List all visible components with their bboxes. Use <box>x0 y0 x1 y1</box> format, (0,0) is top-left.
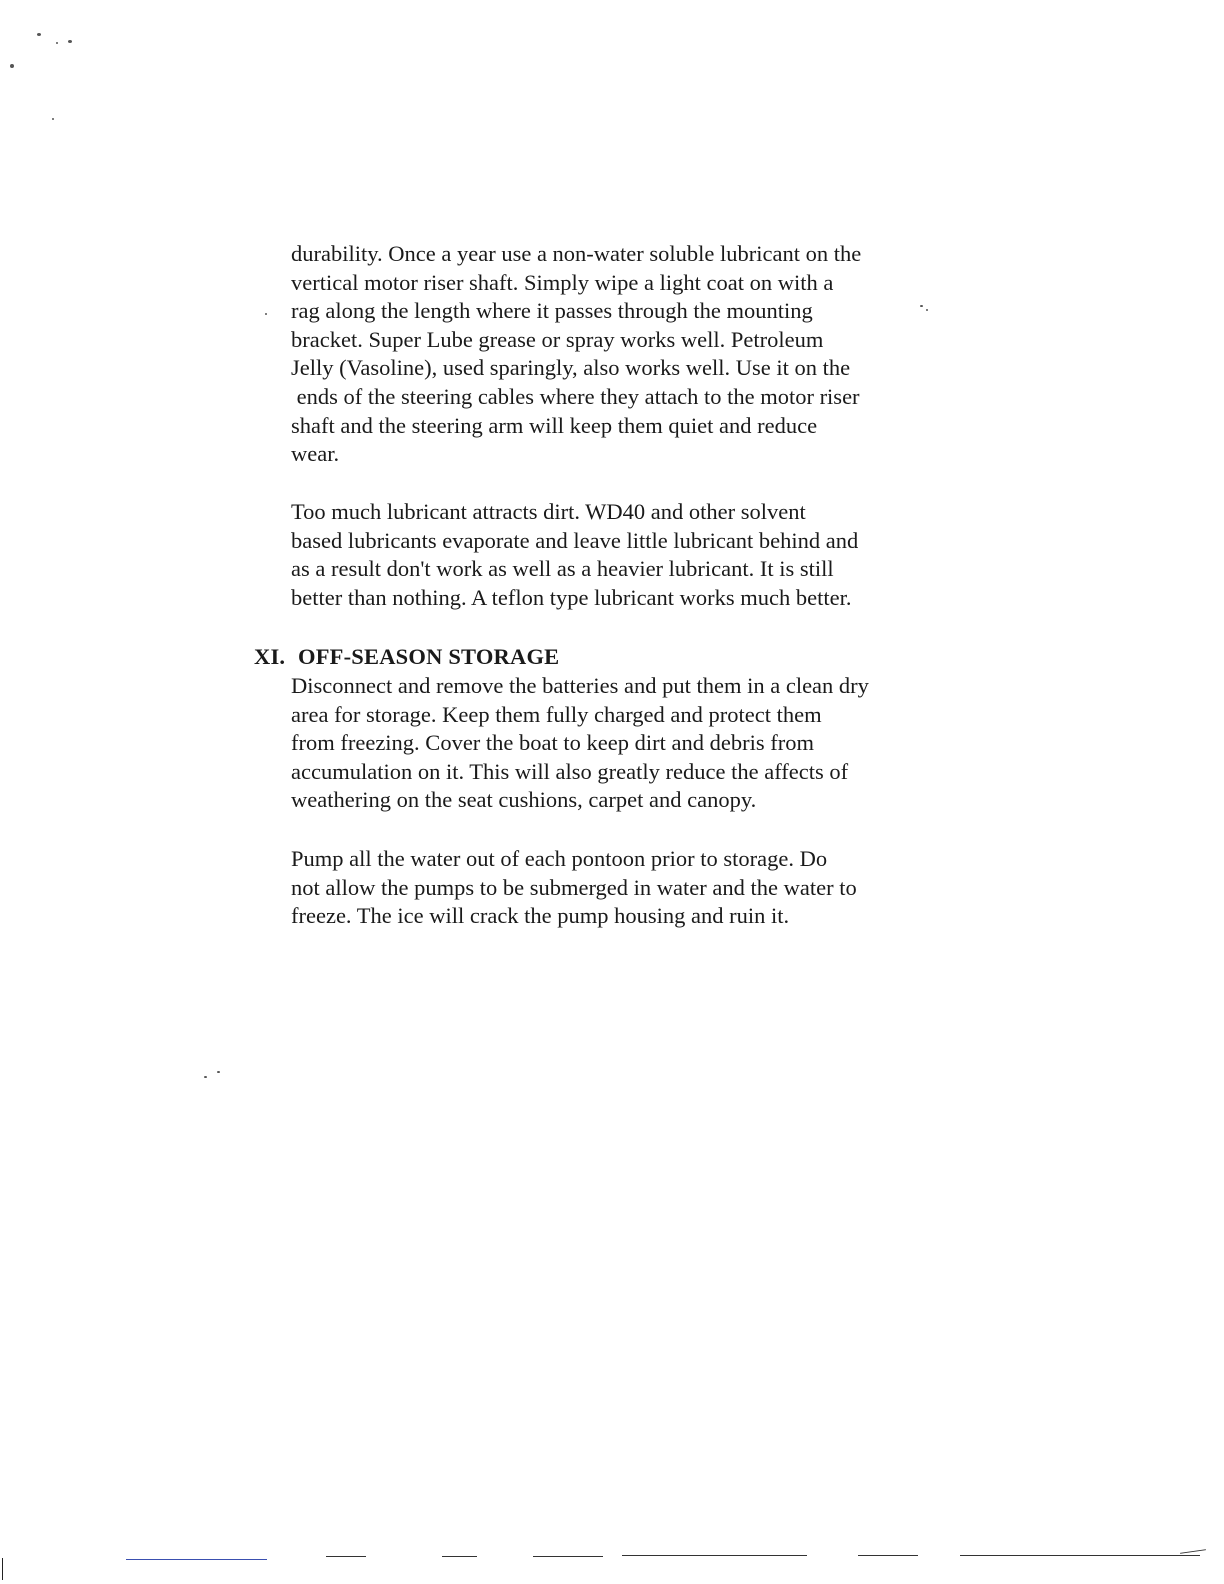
bottom-rule-segment <box>622 1555 807 1556</box>
text-line: wear. <box>291 441 340 467</box>
bottom-rule-segment <box>326 1556 366 1557</box>
text-line: Jelly (Vasoline), used sparingly, also works well. Use it on the <box>291 355 851 381</box>
bottom-rule-segment <box>858 1555 918 1556</box>
paragraph-pontoon-pump <box>291 845 857 931</box>
text-line: Too much lubricant attracts dirt. WD40 and other solvent <box>291 499 806 524</box>
scan-speck <box>265 313 267 315</box>
text-line: based lubricants evaporate and leave little lubricant behind and <box>291 527 859 553</box>
scan-speck <box>56 42 58 44</box>
scan-speck <box>10 64 14 68</box>
text-line: Disconnect and remove the batteries and put them in a clean dry <box>291 673 869 698</box>
paragraph-lubricant-dirt <box>291 498 858 612</box>
text-line: as a result don't work as well as a heavier lubricant. It is still <box>291 556 834 582</box>
text-line: shaft and the steering arm will keep them quiet and reduce <box>291 412 818 438</box>
scan-speck <box>37 33 41 36</box>
scan-speck <box>68 40 72 43</box>
text-line: accumulation on it. This will also greatly reduce the affects of <box>291 758 849 784</box>
section-number: XI. <box>254 644 286 669</box>
text-line: weathering on the seat cushions, carpet and canopy. <box>291 787 757 813</box>
scan-speck <box>204 1076 207 1078</box>
text-line: from freezing. Cover the boat to keep dirt and debris from <box>291 730 814 756</box>
bottom-rule-segment <box>960 1555 1200 1556</box>
text-line: ends of the steering cables where they attach to the motor riser <box>291 383 860 409</box>
scan-edge-mark <box>2 1558 3 1580</box>
text-line: bracket. Super Lube grease or spray works well. Petroleum <box>291 326 824 352</box>
text-line: vertical motor riser shaft. Simply wipe a light coat on with a <box>291 269 834 295</box>
section-heading <box>254 643 559 671</box>
underline-rule <box>126 1559 267 1560</box>
scan-speck <box>926 309 928 311</box>
text-line: Pump all the water out of each pontoon prior to storage. Do <box>291 846 828 871</box>
text-line: better than nothing. A teflon type lubricant works much better. <box>291 584 852 610</box>
bottom-rule-segment <box>1180 1549 1206 1554</box>
text-line: freeze. The ice will crack the pump housing and ruin it. <box>291 903 790 929</box>
text-line: rag along the length where it passes through the mounting <box>291 298 813 324</box>
scan-speck <box>920 305 923 307</box>
text-line: area for storage. Keep them fully charged and protect them <box>291 701 822 727</box>
scan-speck <box>217 1071 220 1073</box>
bottom-rule-segment <box>442 1556 477 1557</box>
bottom-rule-segment <box>533 1556 603 1557</box>
section-title: OFF-SEASON STORAGE <box>298 644 560 669</box>
text-line: durability. Once a year use a non-water soluble lubricant on the <box>291 241 862 266</box>
paragraph-batteries <box>291 672 869 815</box>
paragraph-lubrication <box>291 240 861 469</box>
text-line: not allow the pumps to be submerged in water and the water to <box>291 874 857 900</box>
scan-speck <box>52 118 54 120</box>
